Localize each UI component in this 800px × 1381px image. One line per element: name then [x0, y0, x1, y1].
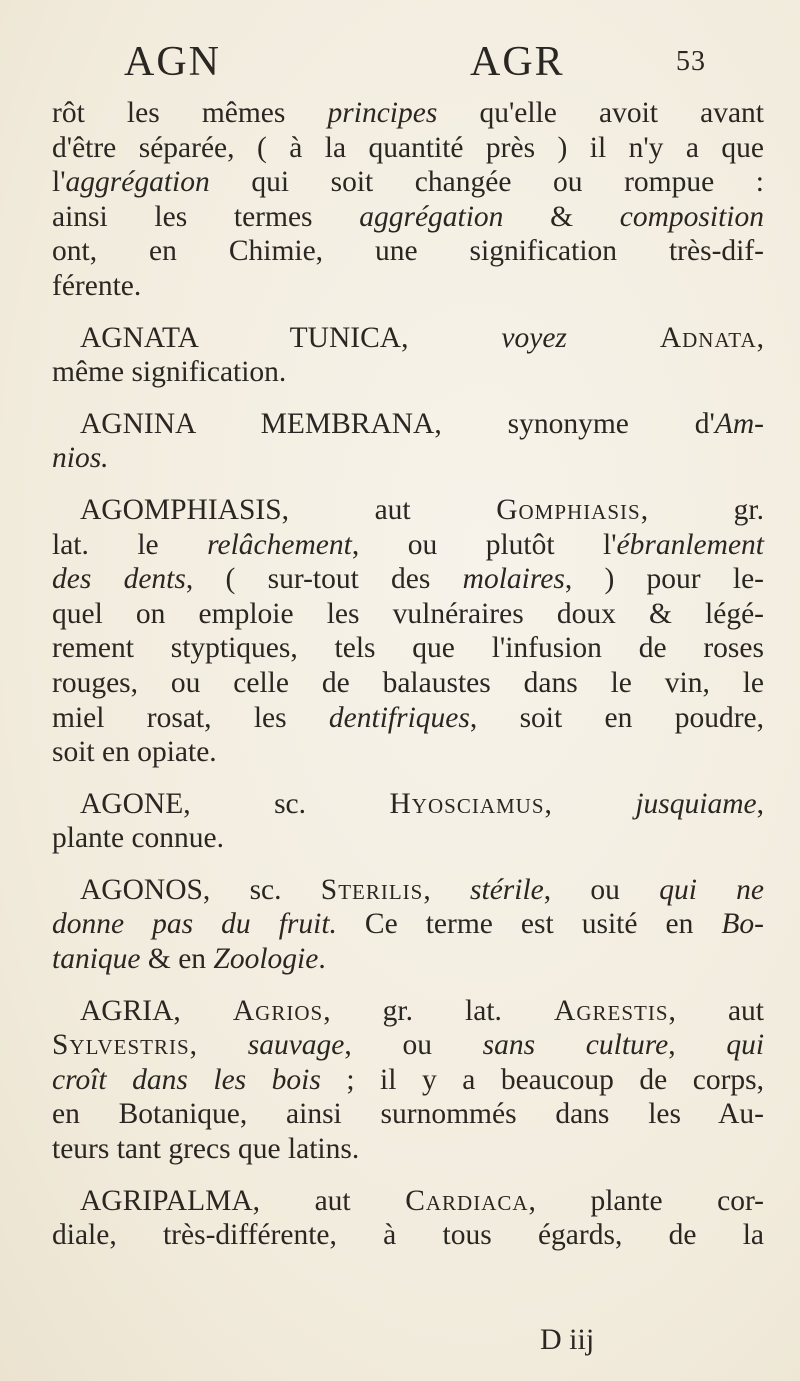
text-line: AGOMPHIASIS, aut Gomphiasis, gr.: [80, 493, 764, 526]
text-line: croît dans les bois ; il y a beaucoup de corps,: [52, 1063, 764, 1096]
text-line: AGNATA TUNICA, voyez Adnata,: [80, 321, 764, 354]
running-head-right: AGR: [470, 39, 565, 85]
text-line: rôt les mêmes principes qu'elle avoit avant: [52, 97, 764, 129]
text-line: nios.: [52, 442, 109, 475]
entry-agria: [52, 994, 764, 1167]
text-line: des dents, ( sur-tout des molaires, ) pour le-: [52, 563, 765, 596]
body-text: [52, 96, 764, 1253]
entry-agnina-membrana: [52, 407, 764, 476]
text-line: en Botanique, ainsi surnommés dans les Au-: [52, 1098, 764, 1131]
paragraph-continuation: [52, 96, 764, 304]
text-line: donne pas du fruit. Ce terme est usité en Bo-: [52, 908, 764, 941]
page-number: 53: [676, 46, 706, 77]
text-line: d'être séparée, ( à la quantité près ) il n'y a que: [52, 131, 764, 164]
text-line: férente.: [52, 269, 142, 302]
entry-agone: [52, 787, 764, 856]
text-line: AGRIA, Agrios, gr. lat. Agrestis, aut: [80, 994, 764, 1027]
text-line: Sylvestris, sauvage, ou sans culture, qui: [52, 1029, 765, 1062]
text-line: l'aggrégation qui soit changée ou rompue :: [52, 166, 764, 199]
text-line: miel rosat, les dentifriques, soit en poudre,: [52, 701, 764, 734]
text-line: teurs tant grecs que latins.: [52, 1133, 360, 1166]
text-line: tanique & en Zoologie.: [52, 943, 326, 976]
text-line: même signification.: [52, 356, 287, 389]
entry-agonos: [52, 873, 764, 977]
text-line: rement styptiques, tels que l'infusion de roses: [52, 632, 764, 665]
book-page: [52, 38, 764, 1253]
text-line: ainsi les termes aggrégation & composition: [52, 200, 764, 233]
entry-agripalma: [52, 1184, 764, 1253]
entry-agnata-tunica: [52, 321, 764, 390]
signature-mark: D iij: [540, 1323, 595, 1356]
text-line: lat. le relâchement, ou plutôt l'ébranlement: [52, 528, 764, 561]
text-line: plante connue.: [52, 822, 225, 855]
text-line: quel on emploie les vulnéraires doux & légé-: [52, 597, 764, 630]
running-head-left: AGN: [124, 39, 221, 85]
text-line: soit en opiate.: [52, 736, 217, 769]
text-line: rouges, ou celle de balaustes dans le vin, le: [52, 666, 764, 699]
text-line: AGRIPALMA, aut Cardiaca, plante cor-: [80, 1184, 764, 1217]
text-line: AGONOS, sc. Sterilis, stérile, ou qui ne: [80, 873, 765, 906]
text-line: diale, très-différente, à tous égards, de la: [52, 1219, 764, 1252]
text-line: AGONE, sc. Hyosciamus, jusquiame,: [80, 787, 764, 820]
entry-agomphiasis: [52, 493, 764, 770]
text-line: AGNINA MEMBRANA, synonyme d'Am-: [80, 407, 764, 440]
running-head: [52, 38, 764, 96]
text-line: ont, en Chimie, une signification très-dif-: [52, 235, 764, 268]
